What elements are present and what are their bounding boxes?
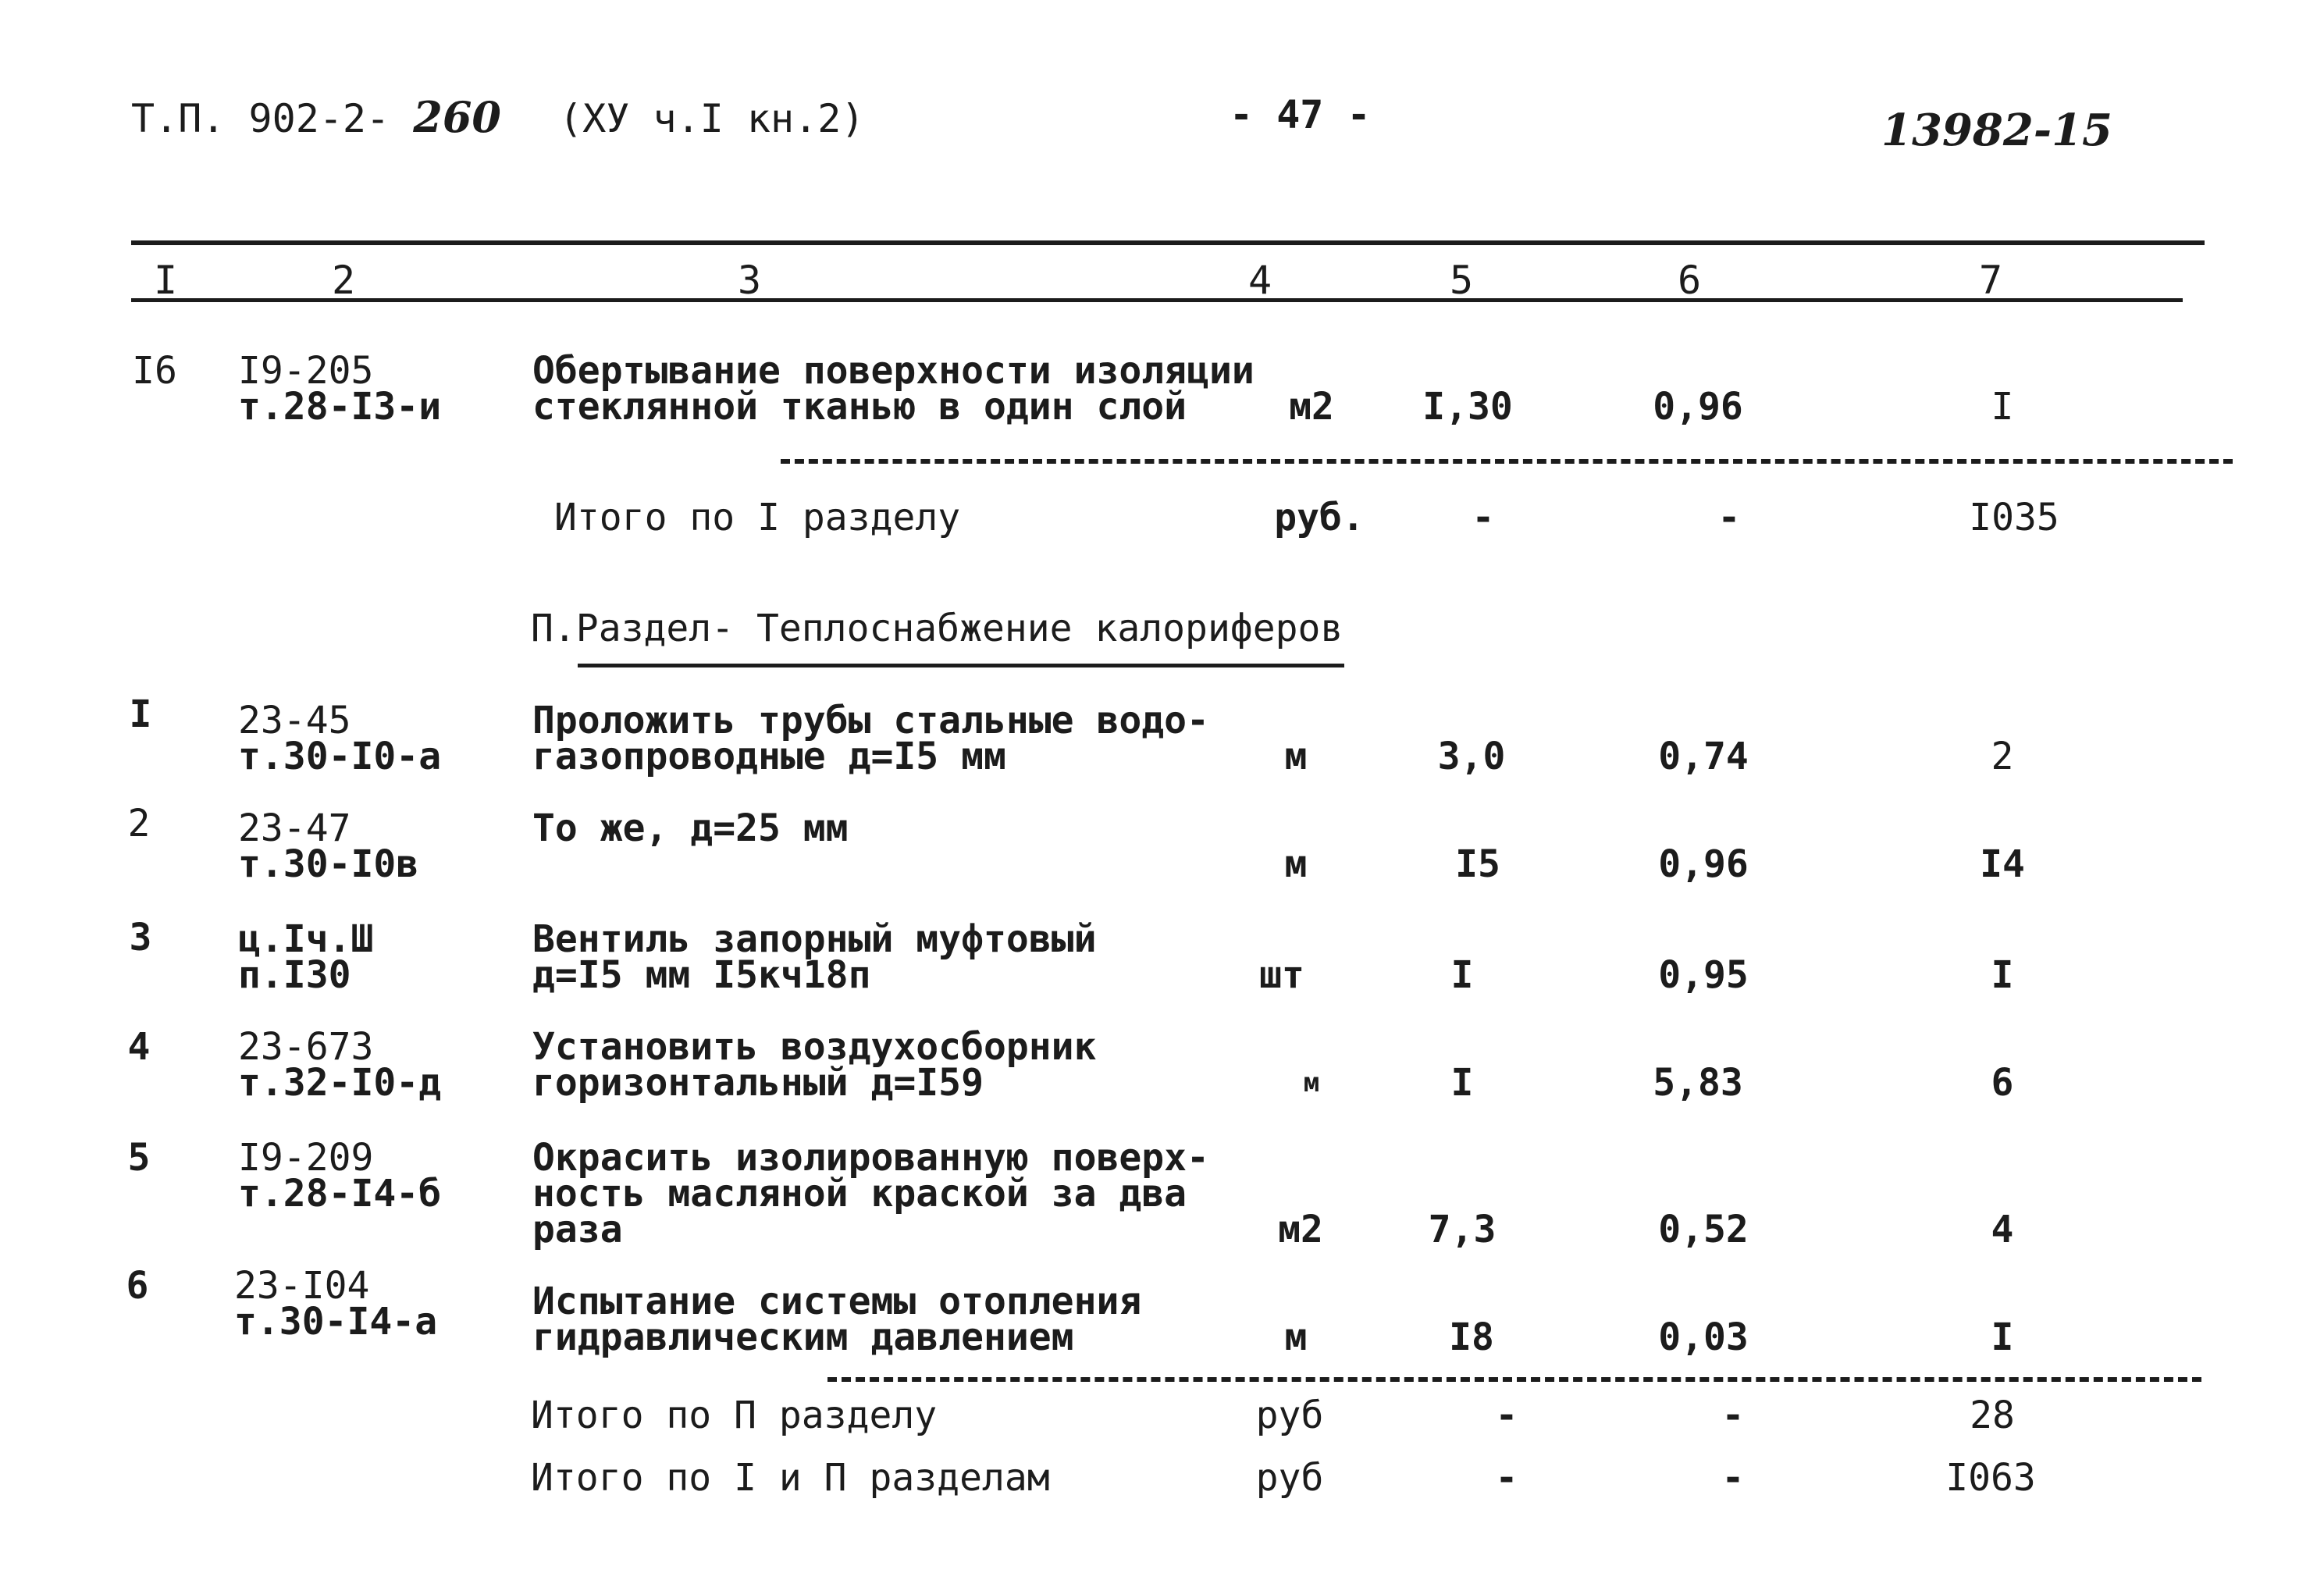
total-price: - [1721,1394,1745,1437]
section2-title: П.Раздел- Теплоснабжение калориферов [531,607,1344,650]
description-line: горизонтальный д=I59 [532,1061,984,1105]
col-number-2: 2 [331,258,356,303]
column-numbers-underline [131,298,2183,302]
total-cost: 28 [1970,1394,2015,1437]
norm-code [238,917,374,997]
total-label: Итого по П разделу [531,1394,938,1437]
inventory-number: 13982-15 [1881,105,2112,156]
norm-code-line: 23-47 [238,806,351,850]
work-description [532,1136,1209,1251]
row-number: 4 [127,1025,151,1069]
row-number: 6 [126,1264,149,1308]
unit-cell: м [1303,1067,1320,1098]
total-price: - [1717,496,1741,539]
unit-price-cell: 0,96 [1653,385,1743,429]
quantity-cell: I [1450,953,1474,997]
unit-price-cell: 0,52 [1658,1208,1749,1251]
total-cost-cell: I [1991,385,2014,429]
norm-code-line: п.I30 [238,953,351,997]
norm-code [238,699,442,778]
col-number-4: 4 [1247,258,1272,303]
dashed-separator [781,459,2233,464]
unit-cell: м2 [1278,1208,1323,1251]
total-cost: I063 [1945,1456,2036,1500]
norm-code-line: 23-I04 [234,1264,370,1308]
description-line: Установить воздухосборник [532,1025,1097,1069]
description-line: ность масляной краской за два [532,1172,1187,1216]
col-number-7: 7 [1978,258,2003,303]
norm-code-line: т.30-I0в [238,842,419,886]
quantity-cell: I5 [1455,842,1500,886]
total-cost-cell: 2 [1991,735,2014,778]
unit-price-cell: 0,03 [1658,1315,1749,1359]
unit-cell: м [1284,1315,1308,1359]
unit-cell: м [1284,735,1308,778]
total-cost: I035 [1969,496,2059,539]
description-line: Проложить трубы стальные водо- [532,699,1209,742]
total-label: Итого по I и П разделам [531,1456,1050,1500]
description-line: д=I5 мм I5кч18п [532,953,871,997]
doc-reference [131,92,864,142]
description-line: стеклянной тканью в один слой [532,385,1187,429]
norm-code-line: ц.Iч.Ш [238,917,374,961]
row-number: I6 [132,349,177,393]
norm-code-line: т.30-I4-а [234,1300,438,1344]
unit-price-cell: 0,74 [1658,735,1749,778]
total-label: Итого по I разделу [554,496,961,539]
norm-code-line: т.28-I3-и [238,385,442,429]
work-description [532,699,1209,778]
row-number: 3 [129,916,152,959]
col-number-1: I [153,258,178,303]
description-line: гидравлическим давлением [532,1315,1074,1359]
row-number: 5 [127,1136,151,1180]
norm-code-line: т.30-I0-а [238,735,442,778]
norm-code [238,1025,442,1105]
total-price: - [1721,1456,1745,1500]
description-line: Окрасить изолированную поверх- [532,1136,1209,1180]
total-cost-cell: I4 [1980,842,2025,886]
description-line: Вентиль запорный муфтовый [532,917,1097,961]
work-description [532,806,849,850]
description-line: Испытание системы отопления [532,1280,1142,1323]
quantity-cell: I [1450,1061,1474,1105]
total-qty: - [1495,1456,1518,1500]
total-cost-cell: 4 [1991,1208,2014,1251]
norm-code-line: т.28-I4-б [238,1172,442,1216]
unit-price-cell: 0,95 [1658,953,1749,997]
dashed-separator [827,1377,2201,1382]
norm-code-line: 23-673 [238,1025,374,1069]
total-unit: руб [1255,1456,1324,1500]
norm-code-line: 23-45 [238,699,351,742]
table-top-rule [131,240,2205,245]
page-number: - 47 - [1230,92,1371,137]
norm-code-line: I9-205 [238,349,374,393]
description-line: То же, д=25 мм [532,806,849,850]
unit-price-cell: 5,83 [1653,1061,1743,1105]
total-cost-cell: 6 [1991,1061,2014,1105]
total-cost-cell: I [1991,1315,2014,1359]
work-description [532,1025,1097,1105]
unit-cell: м [1284,842,1308,886]
work-description [532,1280,1142,1359]
col-number-3: 3 [737,258,762,303]
norm-code-line: т.32-I0-д [238,1061,442,1105]
row-number: I [129,692,152,736]
quantity-cell: I,30 [1422,385,1513,429]
norm-code [238,806,419,886]
total-unit: руб. [1274,496,1365,539]
unit-price-cell: 0,96 [1658,842,1749,886]
quantity-cell: 7,3 [1428,1208,1497,1251]
norm-code [238,349,442,429]
doc-ref-handwritten: 260 [413,92,501,142]
description-line: раза [532,1208,623,1251]
quantity-cell: 3,0 [1437,735,1506,778]
description-line: Обертывание поверхности изоляции [532,349,1255,393]
norm-code-line: I9-209 [238,1136,374,1180]
work-description [532,917,1097,997]
norm-code [238,1136,442,1216]
total-qty: - [1472,496,1495,539]
description-line: газопроводные д=I5 мм [532,735,1006,778]
total-cost-cell: I [1991,953,2014,997]
quantity-cell: I8 [1449,1315,1494,1359]
total-unit: руб [1255,1394,1324,1437]
doc-ref-suffix: (ХУ ч.I кн.2) [559,96,865,141]
unit-cell: м2 [1289,385,1334,429]
row-number: 2 [127,802,151,845]
section2-title-underline [578,664,1344,667]
unit-cell: шт [1259,953,1304,997]
col-number-5: 5 [1449,258,1474,303]
work-description [532,349,1255,429]
col-number-6: 6 [1677,258,1702,303]
total-qty: - [1495,1394,1518,1437]
norm-code [234,1264,438,1344]
doc-ref-prefix: Т.П. 902-2- [131,96,390,141]
